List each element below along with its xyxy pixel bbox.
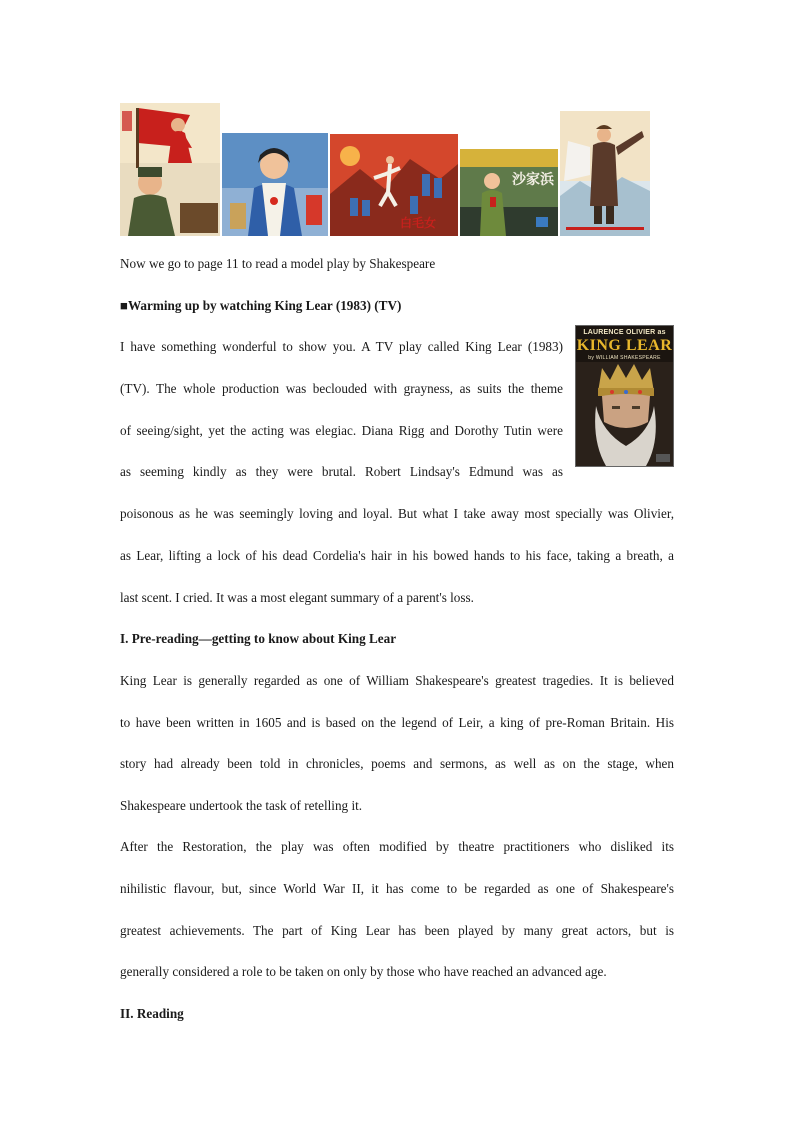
poster-4 (460, 149, 558, 236)
reading-heading: II. Reading (120, 1006, 184, 1021)
prereading-line-7: greatest achievements. The part of King Lear has been played by many great actors, but is (120, 923, 674, 938)
prereading-line-1: King Lear is generally regarded as one of William Shakespeare's greatest tragedies. It is believed (120, 673, 674, 688)
warmup-line-7: last scent. I cried. It was a most elegant summary of a parent's loss. (120, 590, 474, 605)
prereading-line-5: After the Restoration, the play was often modified by theatre practitioners who disliked its (120, 839, 674, 854)
prereading-line-2: to have been written in 1605 and is based on the legend of Leir, a king of pre-Roman Britain. His (120, 715, 674, 730)
cover-title: KING LEAR (576, 337, 673, 354)
king-lear-dvd-cover (575, 325, 674, 467)
poster-strip (120, 103, 650, 236)
warmup-line-4: as seeming kindly as they were brutal. Robert Lindsay's Edmund was as (120, 464, 563, 479)
poster-3 (330, 134, 458, 236)
poster-2 (222, 133, 328, 236)
poster-1 (120, 103, 220, 236)
intro-text: Now we go to page 11 to read a model play by Shakespeare (120, 256, 436, 271)
poster-3-caption: 白毛女 (400, 216, 437, 230)
warmup-line-6: as Lear, lifting a lock of his dead Cordelia's hair in his bowed hands to his face, taking a breath, a (120, 548, 674, 563)
red-flag-soldier-poster-icon (120, 103, 220, 236)
poster-5 (560, 111, 650, 236)
cover-byline: by WILLIAM SHAKESPEARE (588, 355, 661, 361)
warmup-line-2: (TV). The whole production was beclouded with grayness, as suits the theme (120, 381, 563, 396)
warmup-line-5: poisonous as he was seemingly loving and loyal. But what I take away most specially was Olivier, (120, 506, 674, 521)
king-portrait-icon (576, 362, 673, 466)
white-scarf-heroine-poster-icon (222, 133, 328, 236)
warmup-line-3: of seeing/sight, yet the acting was elegiac. Diana Rigg and Dorothy Tutin were (120, 423, 563, 438)
white-haired-girl-ballet-poster-icon (330, 134, 458, 236)
poster-4-caption: 沙家浜 (512, 172, 554, 188)
prereading-line-4: Shakespeare undertook the task of retelling it. (120, 798, 363, 813)
prereading-line-8: generally considered a role to be taken on only by those who have reached an advanced age. (120, 964, 607, 979)
warmup-heading: ■Warming up by watching King Lear (1983) (TV) (120, 298, 402, 313)
prereading-heading: I. Pre-reading—getting to know about King Lear (120, 631, 397, 646)
cover-credit: LAURENCE OLIVIER as (583, 329, 666, 336)
prereading-line-3: story had already been told in chronicles, poems and sermons, as well as on the stage, when (120, 756, 674, 771)
warmup-line-1: I have something wonderful to show you. A TV play called King Lear (1983) (120, 339, 563, 354)
snow-mountain-hero-poster-icon (560, 111, 650, 236)
shajiabang-poster-icon (460, 149, 558, 236)
prereading-line-6: nihilistic flavour, but, since World War II, it has come to be regarded as one of Shakespeare's (120, 881, 674, 896)
